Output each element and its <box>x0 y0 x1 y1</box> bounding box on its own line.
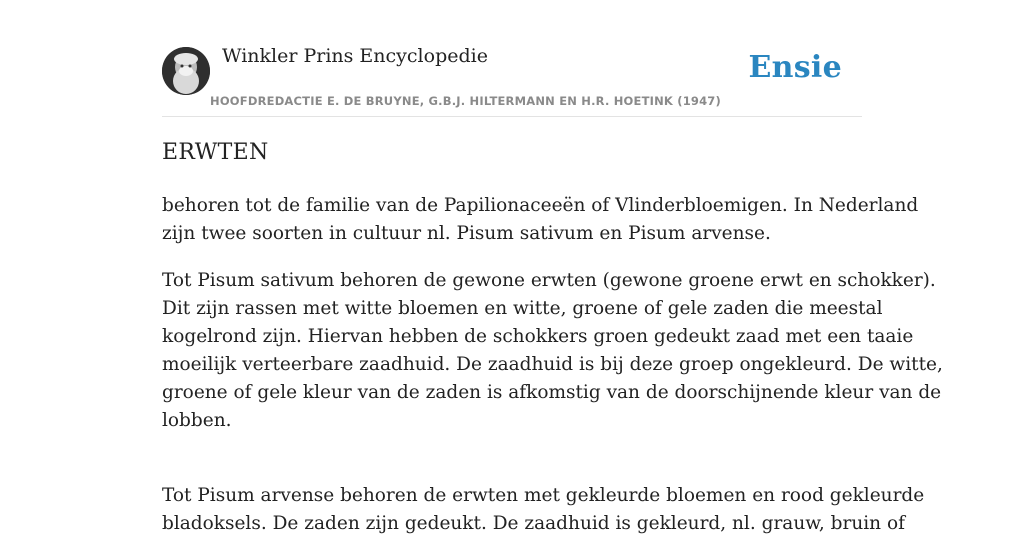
text-line: Tot Pisum sativum behoren de gewone erwten (gewone groene erwt en schokker). <box>162 270 936 291</box>
source-header <box>162 0 862 117</box>
text-line: Dit zijn rassen met witte bloemen en witte, groene of gele zaden die meestal <box>162 298 883 319</box>
text-line: moeilijk verteerbare zaadhuid. De zaadhuid is bij deze groep ongekleurd. De witte, <box>162 354 943 375</box>
brand-logo[interactable]: Ensie <box>748 50 842 85</box>
text-line: Tot Pisum arvense behoren de erwten met gekleurde bloemen en rood gekleurde <box>162 485 925 506</box>
paragraph-3 <box>162 482 925 538</box>
article-body <box>162 192 943 557</box>
article-title: ERWTEN <box>162 140 269 165</box>
text-line: zijn twee soorten in cultuur nl. Pisum sativum en Pisum arvense. <box>162 223 771 244</box>
text-line: groene of gele kleur van de zaden is afkomstig van de doorschijnende kleur van de <box>162 382 942 403</box>
portrait-icon[interactable] <box>162 47 210 95</box>
source-title[interactable]: Winkler Prins Encyclopedie <box>222 45 488 67</box>
text-line: lobben. <box>162 410 232 431</box>
paragraph-1 <box>162 192 919 248</box>
text-line: bladoksels. De zaden zijn gedeukt. De zaadhuid is gekleurd, nl. grauw, bruin of <box>162 513 905 534</box>
source-subtitle: HOOFDREDACTIE E. DE BRUYNE, G.B.J. HILTERMANN EN H.R. HOETINK (1947) <box>210 94 721 108</box>
text-line: kogelrond zijn. Hiervan hebben de schokkers groen gedeukt zaad met een taaie <box>162 326 914 347</box>
paragraph-2 <box>162 267 943 435</box>
text-line: behoren tot de familie van de Papilionaceeën of Vlinderbloemigen. In Nederland <box>162 195 919 216</box>
paragraph-spacer <box>162 454 862 482</box>
page <box>162 0 943 534</box>
